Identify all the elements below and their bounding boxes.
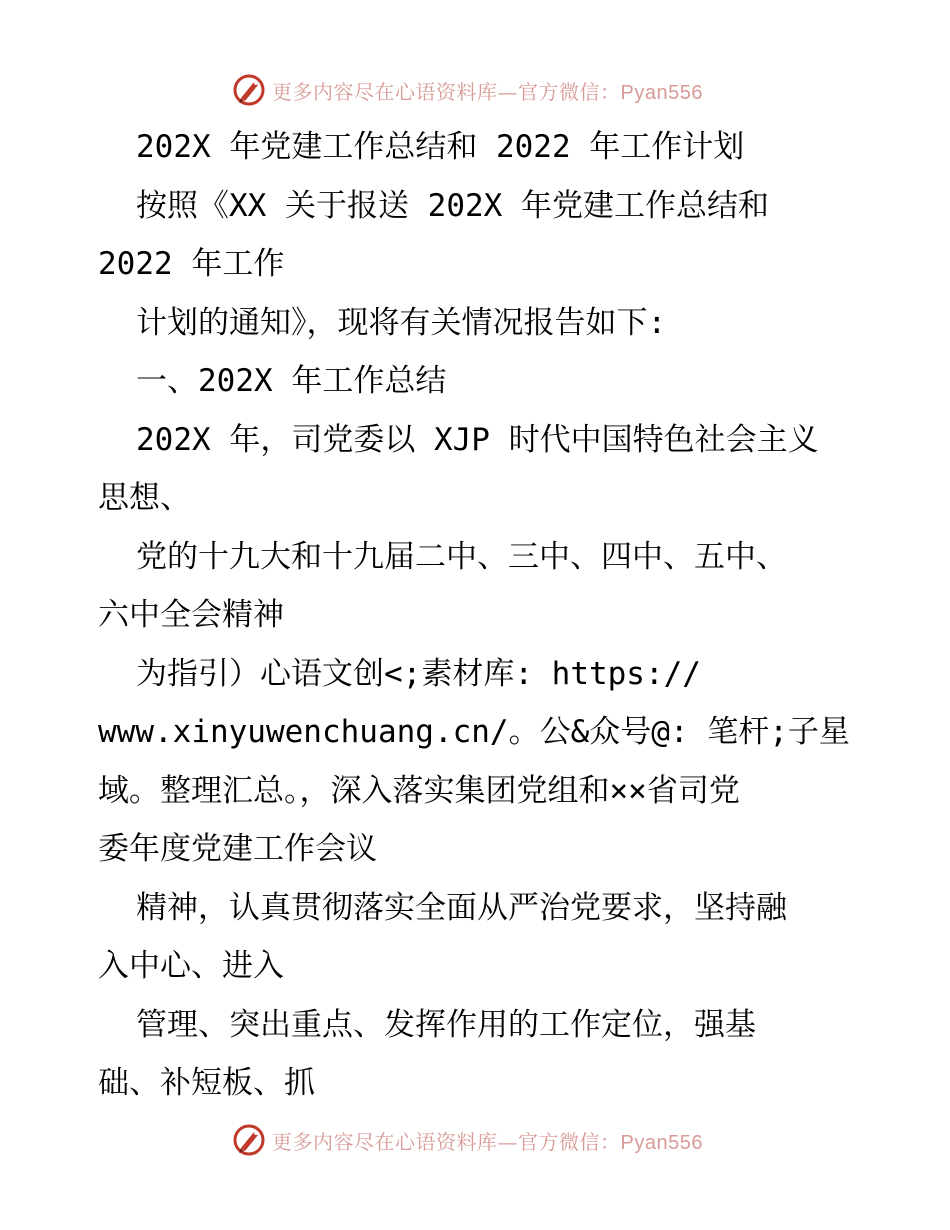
header-banner-text: 更多内容尽在心语资料库—官方微信：Pyan556 xyxy=(272,79,703,104)
footer-banner-text: 更多内容尽在心语资料库—官方微信：Pyan556 xyxy=(272,1129,703,1154)
header-banner xyxy=(232,72,703,108)
paragraph-line: 2022 年工作 xyxy=(98,246,285,282)
paragraph-line: www.xinyuwenchuang.cn/。公&众号@: 笔杆;子星 xyxy=(98,714,850,750)
paragraph-line: 六中全会精神 xyxy=(98,597,284,633)
paragraph-line: 思想、 xyxy=(98,480,191,516)
paragraph-line: 202X 年，司党委以 XJP 时代中国特色社会主义 xyxy=(136,421,819,458)
paragraph-line: 管理、突出重点、发挥作用的工作定位，强基 xyxy=(136,1006,756,1043)
pen-logo-icon xyxy=(232,73,266,107)
paragraph-line: 精神，认真贯彻落实全面从严治党要求，坚持融 xyxy=(136,889,787,926)
pen-logo-icon xyxy=(232,1123,266,1157)
footer-banner xyxy=(232,1122,703,1158)
document-title: 202X 年党建工作总结和 2022 年工作计划 xyxy=(136,129,745,165)
paragraph-line: 党的十九大和十九届二中、三中、四中、五中、 xyxy=(136,538,787,575)
paragraph-line: 入中心、进入 xyxy=(98,948,284,984)
paragraph-line: 域。整理汇总。，深入落实集团党组和××省司党 xyxy=(98,772,740,809)
footer-wechat-id: Pyan556 xyxy=(620,1131,703,1154)
header-wechat-id: Pyan556 xyxy=(620,81,703,104)
paragraph-line: 按照《XX 关于报送 202X 年党建工作总结和 xyxy=(136,187,769,224)
document-body xyxy=(98,118,858,1113)
paragraph-line: 计划的通知》，现将有关情况报告如下: xyxy=(136,304,667,341)
paragraph-line: 为指引）心语文创<;素材库: https:// xyxy=(136,655,701,692)
paragraph-line: 础、补短板、抓 xyxy=(98,1065,315,1101)
paragraph-line: 委年度党建工作会议 xyxy=(98,831,377,867)
section-heading: 一、202X 年工作总结 xyxy=(136,363,447,399)
